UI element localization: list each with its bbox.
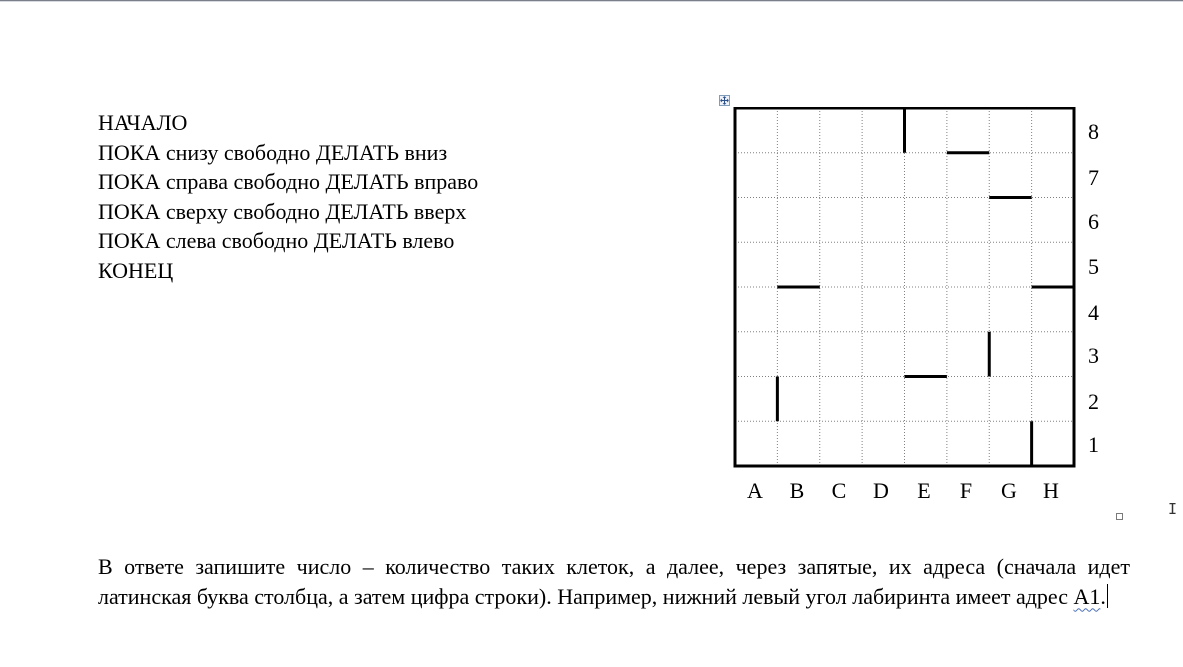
program-line: ПОКА сверху свободно ДЕЛАТЬ вверх (98, 198, 467, 224)
answer-period: . (1100, 583, 1106, 609)
window-top-border-shadow (0, 1, 1183, 2)
row-label-7: 7 (1088, 165, 1099, 190)
row-label-2: 2 (1088, 389, 1099, 414)
text-cursor-icon: I (1168, 500, 1178, 518)
row-label-5: 5 (1088, 254, 1099, 279)
row-label-6: 6 (1088, 209, 1099, 234)
col-label-a: A (747, 478, 763, 503)
answer-paragraph[interactable] (98, 552, 1130, 611)
program-text[interactable] (98, 108, 478, 286)
program-line: КОНЕЦ (98, 257, 174, 283)
col-label-f: F (959, 478, 973, 503)
col-label-b: B (789, 478, 805, 503)
col-label-e: E (917, 478, 931, 503)
table-resize-handle[interactable] (1116, 513, 1123, 520)
row-label-4: 4 (1088, 300, 1099, 325)
row-label-8: 8 (1088, 119, 1099, 144)
col-label-d: D (873, 478, 889, 503)
row-label-3: 3 (1088, 343, 1099, 368)
answer-text: В ответе запишите число – количество таких клеток, а далее, через запятые, их адреса (сначала идет латинская буква столбца, а затем цифра строки). Например, нижний левый угол лабиринта имеет адрес (98, 554, 1130, 609)
col-label-c: C (831, 478, 847, 503)
maze-grid[interactable] (733, 107, 1078, 472)
program-line: ПОКА снизу свободно ДЕЛАТЬ вниз (98, 139, 448, 165)
row-label-1: 1 (1088, 432, 1099, 457)
program-line: ПОКА справа свободно ДЕЛАТЬ вправо (98, 169, 479, 195)
col-label-h: H (1043, 478, 1059, 503)
col-label-g: G (1001, 478, 1017, 503)
text-caret (1107, 584, 1108, 608)
answer-example-address: А1 (1073, 583, 1101, 609)
table-move-handle-icon[interactable] (719, 95, 730, 106)
program-line: ПОКА слева свободно ДЕЛАТЬ влево (98, 228, 455, 254)
program-line: НАЧАЛО (98, 110, 188, 135)
